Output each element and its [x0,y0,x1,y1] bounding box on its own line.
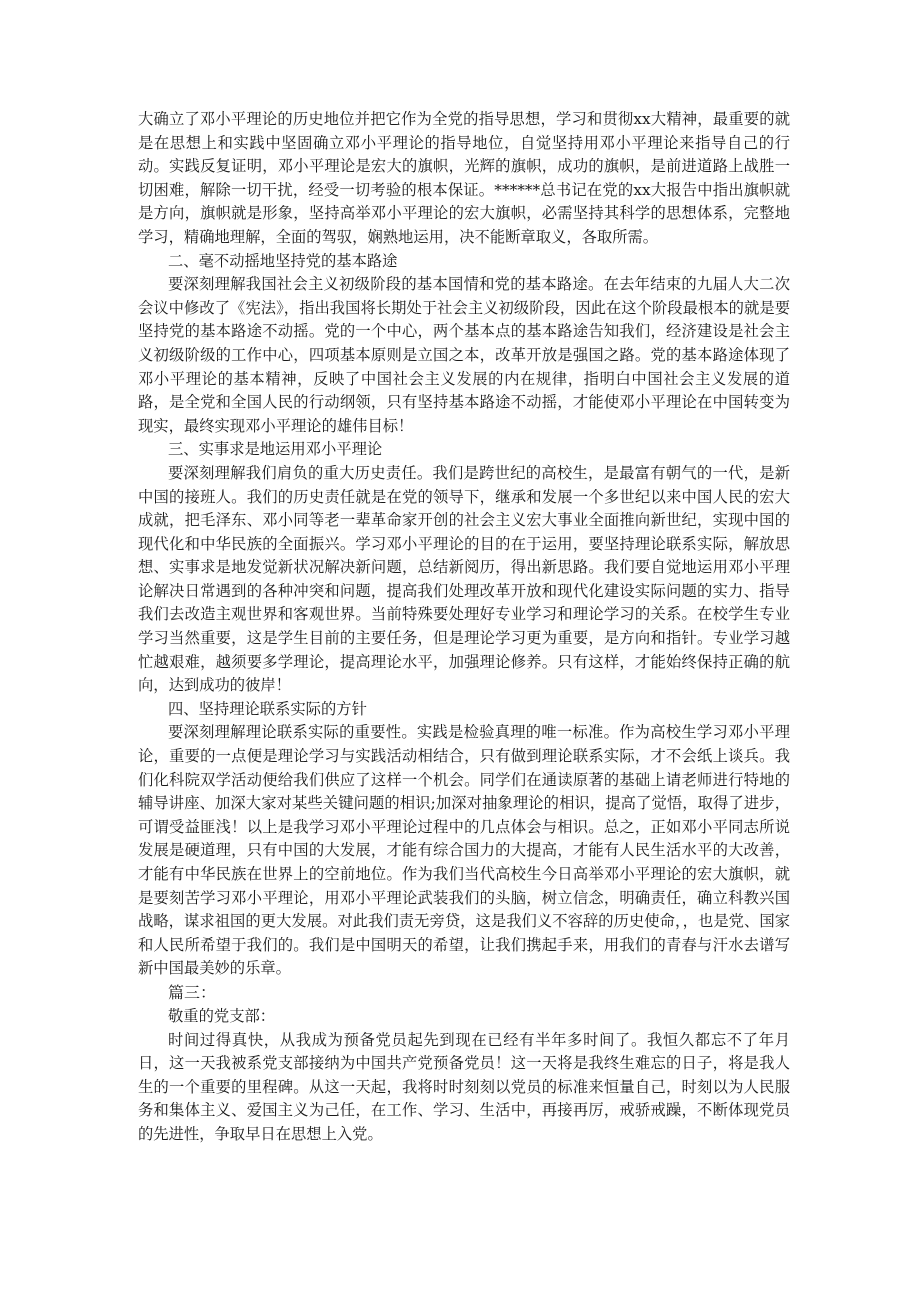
heading-section-4: 四、坚持理论联系实际的方针 [168,699,367,718]
paragraph-1: 大确立了邓小平理论的历史地位并把它作为全党的指导思想，学习和贯彻xx大精神，最重要的就是在思想上和实践中坚固确立邓小平理论的指导地位，自觉坚持用邓小平理论来指导自己的行动。实践反复证明，邓小平理论是宏大的旗帜，光辉的旗帜，成功的旗帜，是前进道路上战胜一切困难，解除一切干扰，经受一切考验的根本保证。******总书记在党的xx大报告中指出旗帜就是方向，旗帜就是形象，坚持高举邓小平理论的宏大旗帜，必需坚持其科学的思想体系，完整地学习，精确地理解，全面的驾驭，娴熟地运用，决不能断章取义，各取所需。 [138,110,790,246]
salutation: 敬重的党支部： [168,1006,276,1025]
paragraph-3: 要深刻理解我们肩负的重大历史责任。我们是跨世纪的高校生，是最富有朝气的一代，是新中国的接班人。我们的历史责任就是在党的领导下，继承和发展一个多世纪以来中国人民的宏大成就，把毛泽东、邓小同等老一辈革命家开创的社会主义宏大事业全面推向新世纪，实现中国的现代化和中华民族的全面振兴。学习邓小平理论的目的在于运用，要坚持理论联系实际，解放思想、实事求是地发觉新状况解决新问题，总结新阅历，得出新思路。我们要自觉地运用邓小平理论解决日常遇到的各种冲突和问题，提高我们处理改革开放和现代化建设实际问题的实力、指导我们去改造主观世界和客观世界。当前特殊要处理好专业学习和理论学习的关系。在校学生专业学习当然重要，这是学生目前的主要任务，但是理论学习更为重要，是方向和指针。专业学习越忙越艰难，越须要多学理论，提高理论水平，加强理论修养。只有这样，才能始终保持正确的航向，达到成功的彼岸！ [138,463,790,695]
paragraph-2: 要深刻理解我国社会主义初级阶段的基本国情和党的基本路途。在去年结束的九届人大二次会议中修改了《宪法》，指出我国将长期处于社会主义初级阶段，因此在这个阶段最根本的就是要坚持党的基本路途不动摇。党的一个中心，两个基本点的基本路途告知我们，经济建设是社会主义初级阶级的工作中心，四项基本原则是立国之本，改革开放是强国之路。党的基本路途体现了邓小平理论的基本精神，反映了中国社会主义发展的内在规律，指明白中国社会主义发展的道路，是全党和全国人民的行动纲领，只有坚持基本路途不动摇，才能使邓小平理论在中国转变为现实，最终实现邓小平理论的雄伟目标！ [138,275,790,435]
document-page [138,108,790,1147]
heading-section-3: 三、实事求是地运用邓小平理论 [168,440,383,459]
paragraph-4: 要深刻理解理论联系实际的重要性。实践是检验真理的唯一标准。作为高校生学习邓小平理论，重要的一点便是理论学习与实践活动相结合，只有做到理论联系实际，才不会纸上谈兵。我们化科院双学活动便给我们供应了这样一个机会。同学们在通读原著的基础上请老师进行特地的辅导讲座、加深大家对某些关键问题的相识;加深对抽象理论的相识，提高了觉悟，取得了进步，可谓受益匪浅！以上是我学习邓小平理论过程中的几点体会与相识。总之，正如邓小平同志所说发展是硬道理，只有中国的大发展，才能有综合国力的大提高，才能有人民生活水平的大改善，才能有中华民族在世界上的空前地位。作为我们当代高校生今日高举邓小平理论的宏大旗帜，就是要刻苦学习邓小平理论，用邓小平理论武装我们的头脑，树立信念，明确责任，确立科教兴国战略，谋求祖国的更大发展。对此我们责无旁贷，这是我们义不容辞的历史使命，，也是党、国家和人民所希望于我们的。我们是中国明天的希望，让我们携起手来，用我们的青春与汗水去谱写新中国最美妙的乐章。 [138,723,790,978]
part-three-title: 篇三： [168,982,217,1002]
heading-section-2: 二、毫不动摇地坚持党的基本路途 [168,251,398,270]
paragraph-5: 时间过得真快，从我成为预备党员起先到现在已经有半年多时间了。我恒久都忘不了年月日，这一天我被系党支部接纳为中国共产党预备党员！这一天将是我终生难忘的日子，将是我人生的一个重要的里程碑。从这一天起，我将时时刻刻以党员的标准来恒量自己，时刻以为人民服务和集体主义、爱国主义为己任，在工作、学习、生活中，再接再厉，戒骄戒躁，不断体现党员的先进性，争取早日在思想上入党。 [138,1030,790,1143]
